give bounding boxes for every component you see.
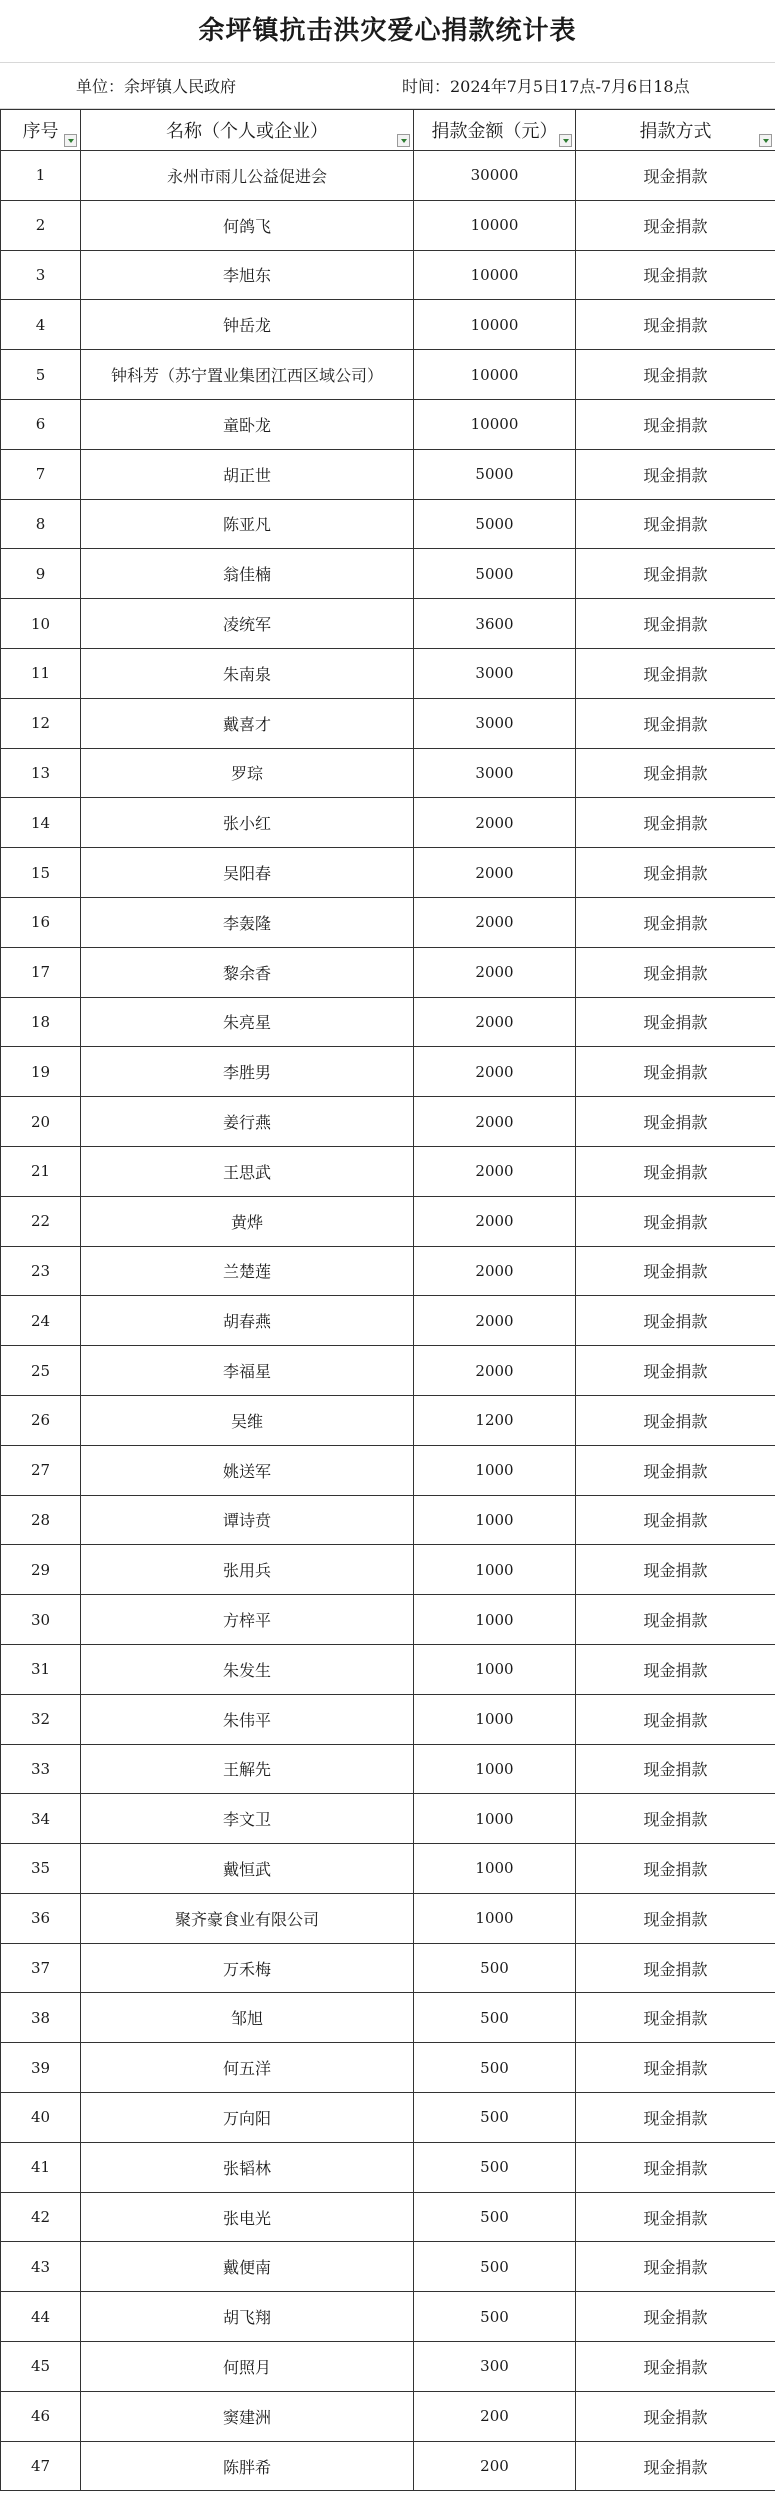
donor-name-cell: 戴便南 (81, 2242, 414, 2292)
amount-cell: 500 (414, 2242, 576, 2292)
table-row (1, 2342, 775, 2392)
index-cell: 28 (1, 1495, 81, 1545)
donor-name-cell: 凌统军 (81, 599, 414, 649)
amount-cell: 2000 (414, 997, 576, 1047)
method-cell: 现金捐款 (576, 1346, 775, 1396)
method-cell: 现金捐款 (576, 1943, 775, 1993)
donor-name-cell: 王解先 (81, 1744, 414, 1794)
index-cell: 32 (1, 1694, 81, 1744)
donor-name-cell: 戴恒武 (81, 1844, 414, 1894)
index-cell: 18 (1, 997, 81, 1047)
donor-name-cell: 戴喜才 (81, 698, 414, 748)
method-cell: 现金捐款 (576, 300, 775, 350)
index-cell: 36 (1, 1893, 81, 1943)
method-cell: 现金捐款 (576, 1047, 775, 1097)
amount-cell: 500 (414, 1943, 576, 1993)
donor-name-cell: 何五洋 (81, 2043, 414, 2093)
table-row (1, 549, 775, 599)
time-range-label: 时间：2024年7月5日17点-7月6日18点 (402, 77, 690, 96)
method-cell: 现金捐款 (576, 1395, 775, 1445)
amount-cell: 500 (414, 2142, 576, 2192)
table-row (1, 1943, 775, 1993)
table-row (1, 1644, 775, 1694)
table-row (1, 1246, 775, 1296)
method-cell: 现金捐款 (576, 599, 775, 649)
header-label: 捐款方式 (639, 121, 712, 142)
table-row (1, 1395, 775, 1445)
table-row (1, 1694, 775, 1744)
index-cell: 41 (1, 2142, 81, 2192)
index-cell: 44 (1, 2292, 81, 2342)
table-row (1, 300, 775, 350)
index-cell: 39 (1, 2043, 81, 2093)
method-cell: 现金捐款 (576, 2391, 775, 2441)
index-cell: 34 (1, 1794, 81, 1844)
amount-cell: 2000 (414, 897, 576, 947)
amount-cell: 1000 (414, 1445, 576, 1495)
method-cell: 现金捐款 (576, 1744, 775, 1794)
table-row (1, 1196, 775, 1246)
donor-name-cell: 王思武 (81, 1146, 414, 1196)
index-cell: 19 (1, 1047, 81, 1097)
amount-cell: 5000 (414, 449, 576, 499)
index-cell: 27 (1, 1445, 81, 1495)
amount-cell: 500 (414, 1993, 576, 2043)
index-cell: 35 (1, 1844, 81, 1894)
table-body (1, 151, 775, 2491)
method-cell: 现金捐款 (576, 897, 775, 947)
table-row (1, 798, 775, 848)
donor-name-cell: 钟岳龙 (81, 300, 414, 350)
index-cell: 1 (1, 151, 81, 201)
index-cell: 37 (1, 1943, 81, 1993)
donor-name-cell: 永州市雨儿公益促进会 (81, 151, 414, 201)
amount-cell: 3000 (414, 648, 576, 698)
donor-name-cell: 罗琮 (81, 748, 414, 798)
amount-cell: 500 (414, 2043, 576, 2093)
amount-cell: 2000 (414, 848, 576, 898)
donor-name-cell: 李轰隆 (81, 897, 414, 947)
donor-name-cell: 黄烨 (81, 1196, 414, 1246)
amount-cell: 10000 (414, 200, 576, 250)
index-cell: 47 (1, 2441, 81, 2491)
header-cell-method (576, 110, 775, 151)
donor-name-cell: 胡飞翔 (81, 2292, 414, 2342)
index-cell: 43 (1, 2242, 81, 2292)
index-cell: 31 (1, 1644, 81, 1694)
table-row (1, 648, 775, 698)
index-cell: 30 (1, 1595, 81, 1645)
page-title: 余坪镇抗击洪灾爱心捐款统计表 (0, 0, 775, 63)
table-row (1, 1744, 775, 1794)
method-cell: 现金捐款 (576, 798, 775, 848)
method-cell: 现金捐款 (576, 1893, 775, 1943)
table-row (1, 698, 775, 748)
amount-cell: 1200 (414, 1395, 576, 1445)
table-row (1, 897, 775, 947)
table-row (1, 848, 775, 898)
amount-cell: 1000 (414, 1844, 576, 1894)
index-cell: 46 (1, 2391, 81, 2441)
amount-cell: 500 (414, 2192, 576, 2242)
table-row (1, 449, 775, 499)
index-cell: 29 (1, 1545, 81, 1595)
index-cell: 14 (1, 798, 81, 848)
method-cell: 现金捐款 (576, 2242, 775, 2292)
method-cell: 现金捐款 (576, 1445, 775, 1495)
amount-cell: 10000 (414, 350, 576, 400)
filter-dropdown-icon[interactable] (64, 134, 77, 147)
meta-row (0, 63, 775, 109)
index-cell: 15 (1, 848, 81, 898)
amount-cell: 2000 (414, 1146, 576, 1196)
donor-name-cell: 何照月 (81, 2342, 414, 2392)
filter-dropdown-icon[interactable] (759, 134, 772, 147)
donor-name-cell: 朱南泉 (81, 648, 414, 698)
donor-name-cell: 陈胖希 (81, 2441, 414, 2491)
donor-name-cell: 李文卫 (81, 1794, 414, 1844)
method-cell: 现金捐款 (576, 2043, 775, 2093)
table-row (1, 2441, 775, 2491)
index-cell: 33 (1, 1744, 81, 1794)
amount-cell: 2000 (414, 1246, 576, 1296)
amount-cell: 1000 (414, 1595, 576, 1645)
table-row (1, 1545, 775, 1595)
amount-cell: 1000 (414, 1794, 576, 1844)
method-cell: 现金捐款 (576, 151, 775, 201)
header-label: 名称（个人或企业） (166, 121, 328, 142)
donor-name-cell: 张电光 (81, 2192, 414, 2242)
unit-label: 单位：余坪镇人民政府 (76, 77, 237, 96)
donor-name-cell: 李胜男 (81, 1047, 414, 1097)
method-cell: 现金捐款 (576, 250, 775, 300)
method-cell: 现金捐款 (576, 848, 775, 898)
amount-cell: 5000 (414, 499, 576, 549)
donor-name-cell: 胡正世 (81, 449, 414, 499)
method-cell: 现金捐款 (576, 947, 775, 997)
amount-cell: 200 (414, 2441, 576, 2491)
donor-name-cell: 姚送军 (81, 1445, 414, 1495)
method-cell: 现金捐款 (576, 200, 775, 250)
method-cell: 现金捐款 (576, 549, 775, 599)
method-cell: 现金捐款 (576, 449, 775, 499)
index-cell: 7 (1, 449, 81, 499)
table-row (1, 2242, 775, 2292)
index-cell: 9 (1, 549, 81, 599)
amount-cell: 10000 (414, 300, 576, 350)
index-cell: 13 (1, 748, 81, 798)
method-cell: 现金捐款 (576, 1794, 775, 1844)
index-cell: 8 (1, 499, 81, 549)
index-cell: 24 (1, 1296, 81, 1346)
header-label: 捐款金额（元） (431, 121, 558, 142)
table-row (1, 997, 775, 1047)
donor-name-cell: 黎余香 (81, 947, 414, 997)
method-cell: 现金捐款 (576, 499, 775, 549)
amount-cell: 1000 (414, 1644, 576, 1694)
amount-cell: 200 (414, 2391, 576, 2441)
method-cell: 现金捐款 (576, 698, 775, 748)
header-cell-index (1, 110, 81, 151)
donor-name-cell: 张用兵 (81, 1545, 414, 1595)
amount-cell: 3000 (414, 748, 576, 798)
index-cell: 45 (1, 2342, 81, 2392)
index-cell: 20 (1, 1097, 81, 1147)
method-cell: 现金捐款 (576, 2342, 775, 2392)
donor-name-cell: 窦建洲 (81, 2391, 414, 2441)
donor-name-cell: 翁佳楠 (81, 549, 414, 599)
donor-name-cell: 朱亮星 (81, 997, 414, 1047)
donor-name-cell: 张韬林 (81, 2142, 414, 2192)
amount-cell: 500 (414, 2292, 576, 2342)
amount-cell: 1000 (414, 1694, 576, 1744)
donor-name-cell: 童卧龙 (81, 399, 414, 449)
donor-name-cell: 李旭东 (81, 250, 414, 300)
method-cell: 现金捐款 (576, 2093, 775, 2143)
method-cell: 现金捐款 (576, 1097, 775, 1147)
method-cell: 现金捐款 (576, 1246, 775, 1296)
donor-name-cell: 聚齐豪食业有限公司 (81, 1893, 414, 1943)
index-cell: 38 (1, 1993, 81, 2043)
header-cell-name (81, 110, 414, 151)
index-cell: 12 (1, 698, 81, 748)
table-row (1, 599, 775, 649)
table-row (1, 1893, 775, 1943)
donor-name-cell: 邹旭 (81, 1993, 414, 2043)
index-cell: 42 (1, 2192, 81, 2242)
table-row (1, 1495, 775, 1545)
donor-name-cell: 何鸽飞 (81, 200, 414, 250)
header-cell-amount (414, 110, 576, 151)
amount-cell: 2000 (414, 947, 576, 997)
amount-cell: 5000 (414, 549, 576, 599)
method-cell: 现金捐款 (576, 1595, 775, 1645)
index-cell: 25 (1, 1346, 81, 1396)
amount-cell: 2000 (414, 1196, 576, 1246)
method-cell: 现金捐款 (576, 2441, 775, 2491)
index-cell: 40 (1, 2093, 81, 2143)
method-cell: 现金捐款 (576, 997, 775, 1047)
method-cell: 现金捐款 (576, 1296, 775, 1346)
amount-cell: 2000 (414, 1047, 576, 1097)
table-row (1, 1047, 775, 1097)
donation-table (0, 109, 775, 2491)
method-cell: 现金捐款 (576, 2192, 775, 2242)
method-cell: 现金捐款 (576, 1196, 775, 1246)
donor-name-cell: 李福星 (81, 1346, 414, 1396)
method-cell: 现金捐款 (576, 2292, 775, 2342)
table-row (1, 200, 775, 250)
amount-cell: 2000 (414, 798, 576, 848)
method-cell: 现金捐款 (576, 1495, 775, 1545)
table-row (1, 1346, 775, 1396)
amount-cell: 300 (414, 2342, 576, 2392)
donor-name-cell: 陈亚凡 (81, 499, 414, 549)
donor-name-cell: 朱发生 (81, 1644, 414, 1694)
method-cell: 现金捐款 (576, 748, 775, 798)
donor-name-cell: 谭诗贲 (81, 1495, 414, 1545)
index-cell: 23 (1, 1246, 81, 1296)
index-cell: 2 (1, 200, 81, 250)
index-cell: 21 (1, 1146, 81, 1196)
amount-cell: 2000 (414, 1346, 576, 1396)
donor-name-cell: 兰楚莲 (81, 1246, 414, 1296)
amount-cell: 10000 (414, 250, 576, 300)
donor-name-cell: 万向阳 (81, 2093, 414, 2143)
table-row (1, 1296, 775, 1346)
method-cell: 现金捐款 (576, 1545, 775, 1595)
table-row (1, 1445, 775, 1495)
amount-cell: 30000 (414, 151, 576, 201)
amount-cell: 500 (414, 2093, 576, 2143)
table-row (1, 1993, 775, 2043)
amount-cell: 3000 (414, 698, 576, 748)
amount-cell: 1000 (414, 1744, 576, 1794)
amount-cell: 1000 (414, 1545, 576, 1595)
table-row (1, 1844, 775, 1894)
table-row (1, 1794, 775, 1844)
amount-cell: 3600 (414, 599, 576, 649)
donor-name-cell: 朱伟平 (81, 1694, 414, 1744)
amount-cell: 2000 (414, 1097, 576, 1147)
method-cell: 现金捐款 (576, 1844, 775, 1894)
donor-name-cell: 吴维 (81, 1395, 414, 1445)
table-row (1, 1595, 775, 1645)
index-cell: 26 (1, 1395, 81, 1445)
table-row (1, 2292, 775, 2342)
amount-cell: 2000 (414, 1296, 576, 1346)
method-cell: 现金捐款 (576, 1644, 775, 1694)
index-cell: 22 (1, 1196, 81, 1246)
table-row (1, 350, 775, 400)
table-row (1, 1146, 775, 1196)
method-cell: 现金捐款 (576, 1993, 775, 2043)
table-row (1, 1097, 775, 1147)
filter-dropdown-icon[interactable] (559, 134, 572, 147)
donor-name-cell: 方梓平 (81, 1595, 414, 1645)
table-row (1, 947, 775, 997)
donor-name-cell: 姜行燕 (81, 1097, 414, 1147)
filter-dropdown-icon[interactable] (397, 134, 410, 147)
table-row (1, 748, 775, 798)
index-cell: 17 (1, 947, 81, 997)
method-cell: 现金捐款 (576, 399, 775, 449)
index-cell: 4 (1, 300, 81, 350)
table-row (1, 2142, 775, 2192)
method-cell: 现金捐款 (576, 648, 775, 698)
table-row (1, 499, 775, 549)
index-cell: 5 (1, 350, 81, 400)
index-cell: 6 (1, 399, 81, 449)
donor-name-cell: 钟科芳（苏宁置业集团江西区域公司） (81, 350, 414, 400)
table-row (1, 250, 775, 300)
table-row (1, 151, 775, 201)
table-row (1, 399, 775, 449)
table-row (1, 2043, 775, 2093)
table-row (1, 2192, 775, 2242)
index-cell: 3 (1, 250, 81, 300)
donor-name-cell: 吴阳春 (81, 848, 414, 898)
donor-name-cell: 万禾梅 (81, 1943, 414, 1993)
header-row (1, 110, 775, 151)
method-cell: 现金捐款 (576, 1694, 775, 1744)
table-row (1, 2391, 775, 2441)
index-cell: 16 (1, 897, 81, 947)
index-cell: 10 (1, 599, 81, 649)
table-row (1, 2093, 775, 2143)
donor-name-cell: 胡春燕 (81, 1296, 414, 1346)
amount-cell: 10000 (414, 399, 576, 449)
method-cell: 现金捐款 (576, 350, 775, 400)
amount-cell: 1000 (414, 1495, 576, 1545)
method-cell: 现金捐款 (576, 2142, 775, 2192)
header-label: 序号 (22, 121, 59, 142)
index-cell: 11 (1, 648, 81, 698)
method-cell: 现金捐款 (576, 1146, 775, 1196)
amount-cell: 1000 (414, 1893, 576, 1943)
donor-name-cell: 张小红 (81, 798, 414, 848)
